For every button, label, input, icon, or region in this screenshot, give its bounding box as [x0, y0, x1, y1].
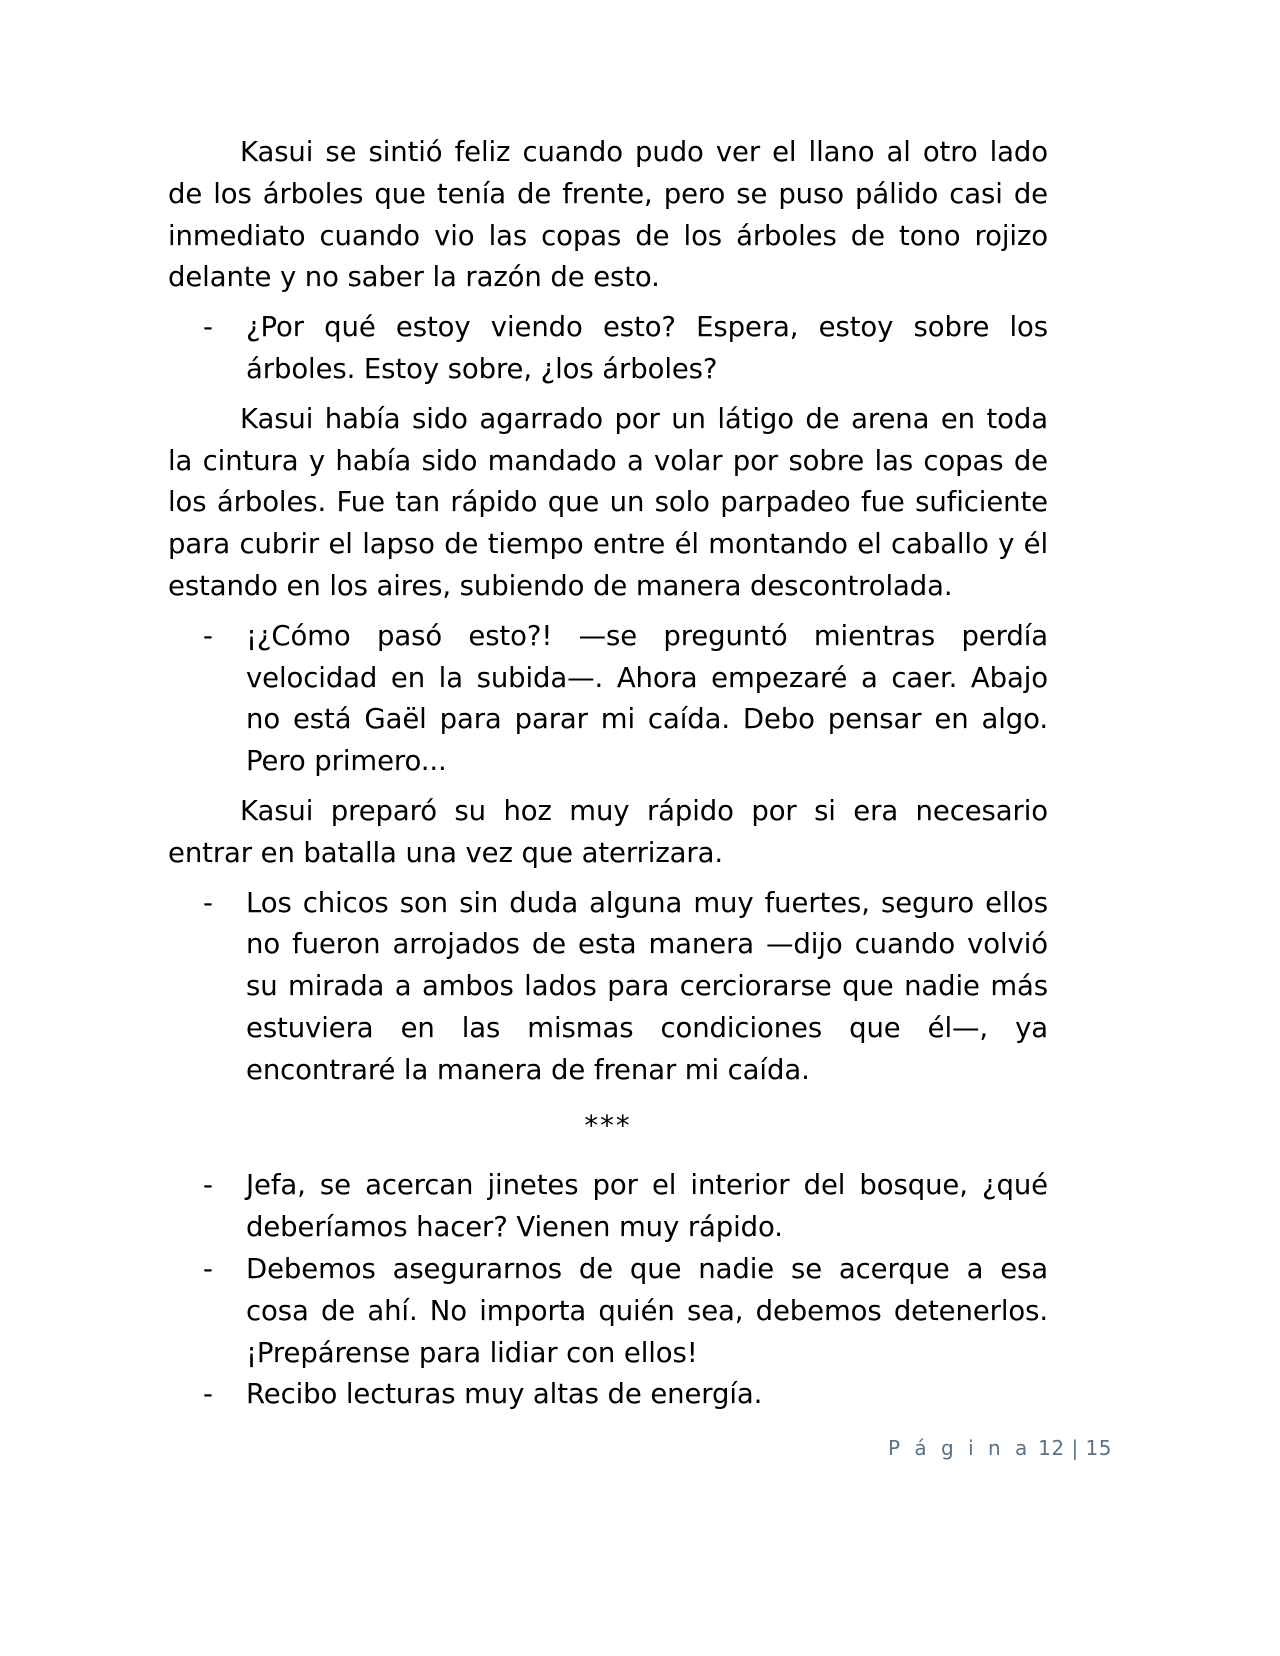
- dash-bullet-icon: -: [203, 886, 213, 919]
- list-item: [168, 1165, 1048, 1249]
- dash-bullet-icon: -: [203, 311, 213, 344]
- list-item: [168, 1249, 1048, 1374]
- dialogue-list-1: [168, 307, 1048, 391]
- list-item-text: Recibo lecturas muy altas de energía.: [246, 1378, 763, 1411]
- list-item-text: ¿Por qué estoy viendo esto? Espera, estoy sobre los árboles. Estoy sobre, ¿los árboles?: [246, 311, 1048, 385]
- list-item-text: ¡¿Cómo pasó esto?! —se preguntó mientras perdía velocidad en la subida—. Ahora empezaré a caer. Abajo no está Gaël para parar mi caída. Debo pensar en algo. Pero primero...: [246, 619, 1048, 778]
- scene-break-separator: ***: [584, 1109, 632, 1142]
- list-item-text: Jefa, se acercan jinetes por el interior del bosque, ¿qué deberíamos hacer? Vienen muy rápido.: [246, 1169, 1048, 1244]
- dash-bullet-icon: -: [203, 1169, 213, 1202]
- paragraph-1: Kasui se sintió feliz cuando pudo ver el llano al otro lado de los árboles que tenía de frente, pero se puso pálido casi de inmediato cuando vio las copas de los árboles de tono rojizo delante y no saber la razón de esto.: [168, 136, 1048, 294]
- dialogue-list-4: [168, 1165, 1048, 1416]
- document-body: [168, 132, 1048, 1416]
- dash-bullet-icon: -: [203, 1378, 213, 1411]
- list-item: [168, 307, 1048, 391]
- dialogue-list-2: [168, 616, 1048, 783]
- list-item: [168, 883, 1048, 1092]
- list-item-text: Debemos asegurarnos de que nadie se acerque a esa cosa de ahí. No importa quién sea, debemos detenerlos. ¡Prepárense para lidiar con ellos!: [246, 1252, 1048, 1369]
- dash-bullet-icon: -: [203, 619, 213, 652]
- footer-page-numbers: 12 | 15: [1038, 1436, 1112, 1460]
- dialogue-list-3: [168, 883, 1048, 1092]
- paragraph-2: Kasui había sido agarrado por un látigo de arena en toda la cintura y había sido mandado a volar por sobre las copas de los árboles. Fue tan rápido que un solo parpadeo fue suficiente para cubrir el lapso de tiempo entre él montando el caballo y él estando en los aires, subiendo de manera descontrolada.: [168, 402, 1048, 602]
- list-item: [168, 616, 1048, 783]
- dash-bullet-icon: -: [203, 1252, 213, 1285]
- page-footer: [168, 1436, 1112, 1460]
- paragraph-3: Kasui preparó su hoz muy rápido por si era necesario entrar en batalla una vez que aterrizara.: [168, 794, 1048, 869]
- list-item-text: Los chicos son sin duda alguna muy fuertes, seguro ellos no fueron arrojados de esta manera —dijo cuando volvió su mirada a ambos lados para cerciorarse que nadie más estuviera en las mismas condiciones que él—, ya encontraré la manera de frenar mi caída.: [246, 886, 1048, 1086]
- footer-label: P á g i n a: [887, 1436, 1032, 1460]
- list-item: [168, 1374, 1048, 1416]
